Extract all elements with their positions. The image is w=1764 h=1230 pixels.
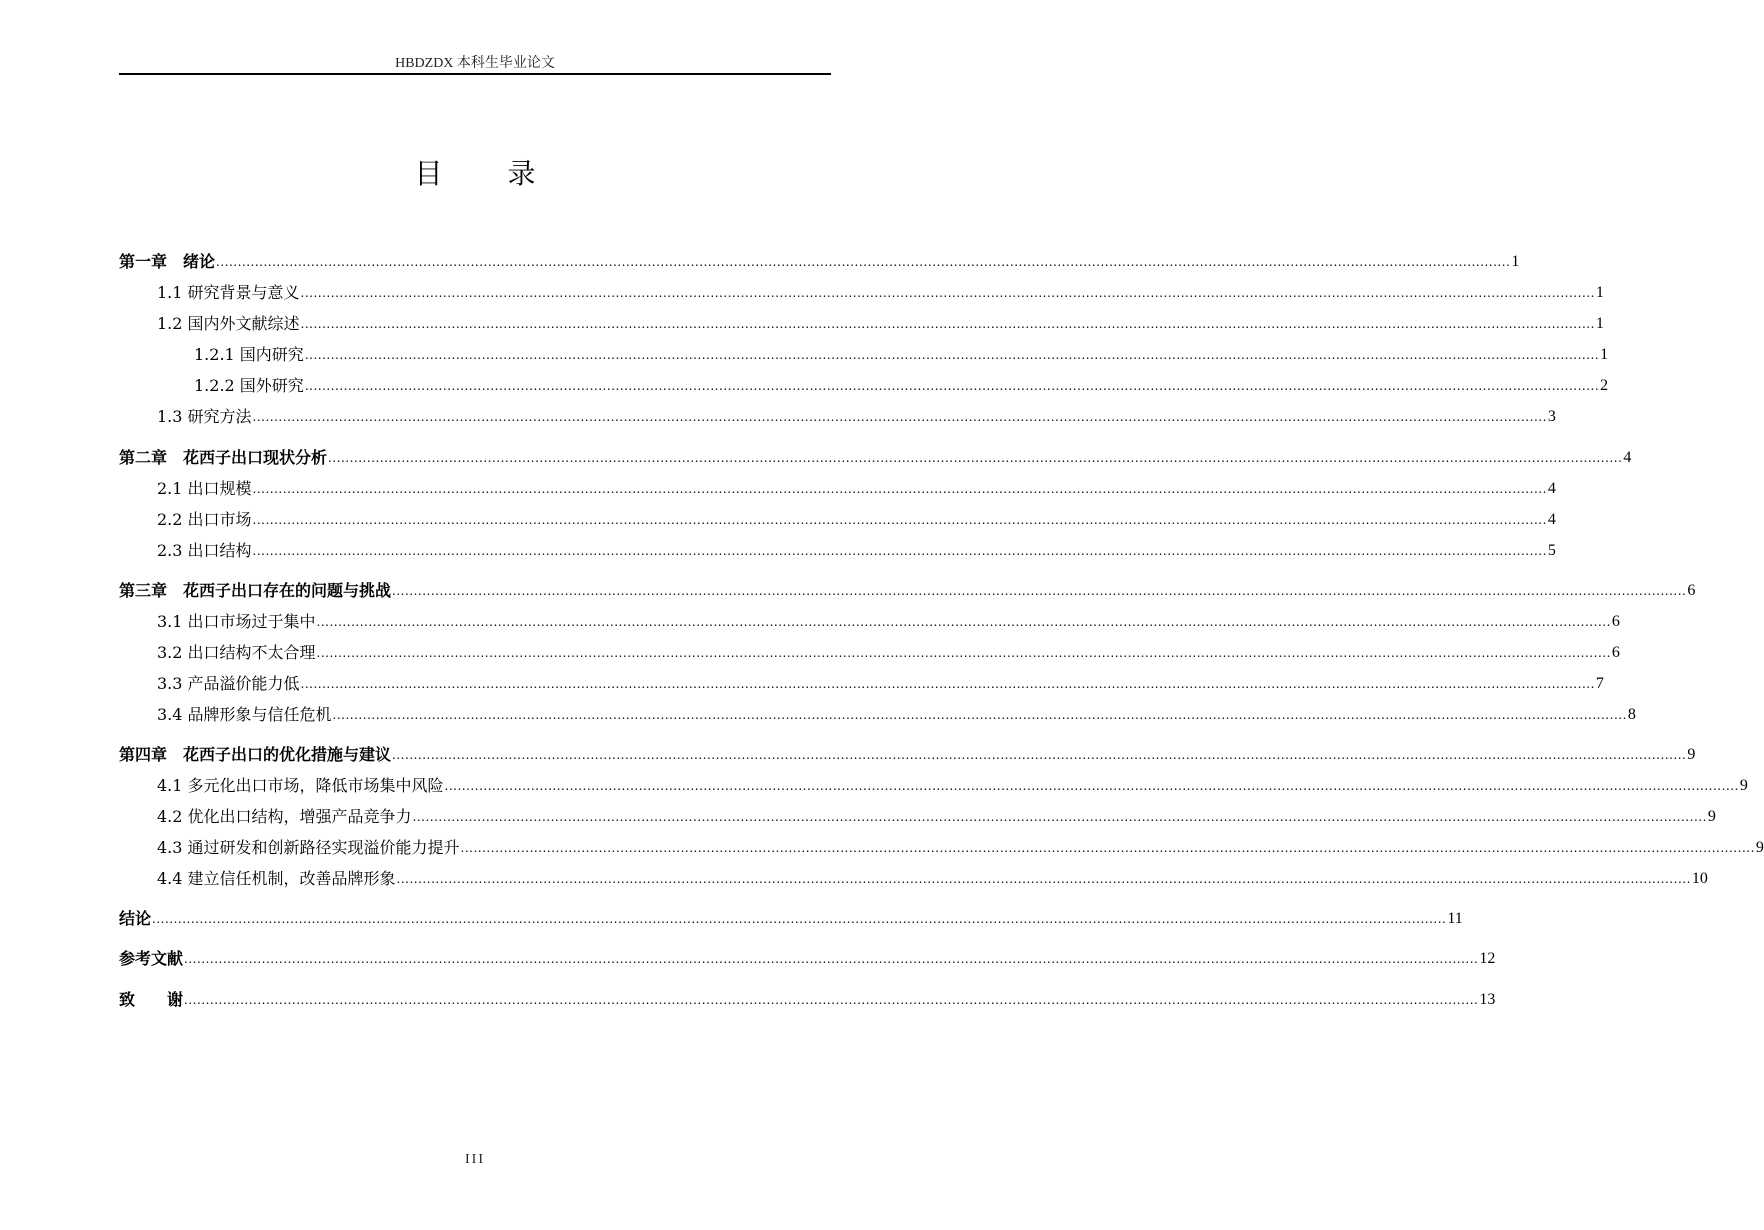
toc-leader: ............................................................................................................................................................................................................................................................................................................	[304, 348, 1600, 362]
toc-entry[interactable]	[119, 836, 1764, 860]
toc-entry[interactable]	[119, 281, 1604, 305]
toc-entry-label: 4.2 优化出口结构，增强产品竞争力	[157, 807, 412, 826]
toc-entry-label: 2.3 出口结构	[157, 541, 252, 560]
toc-leader: ............................................................................................................................................................................................................................................................................................................	[152, 912, 1447, 926]
toc-leader: ............................................................................................................................................................................................................................................................................................................	[252, 410, 1547, 424]
toc-leader: ............................................................................................................................................................................................................................................................................................................	[392, 584, 1687, 598]
toc-entry-label: 1.2.2 国外研究	[194, 376, 304, 395]
toc-entry[interactable]	[119, 508, 1556, 532]
toc-entry-page: 5	[1547, 542, 1556, 559]
toc-entry-page: 2	[1600, 377, 1609, 394]
toc-entry-page: 6	[1687, 582, 1696, 599]
toc-leader: ............................................................................................................................................................................................................................................................................................................	[316, 646, 1611, 660]
toc-leader: ............................................................................................................................................................................................................................................................................................................	[396, 872, 1691, 886]
toc-entry-label: 2.1 出口规模	[157, 479, 252, 498]
header-rule	[119, 73, 831, 75]
toc-entry-page: 9	[1687, 746, 1696, 763]
page-number: III	[465, 1152, 485, 1167]
toc-entry[interactable]	[119, 743, 1696, 767]
toc-leader: ............................................................................................................................................................................................................................................................................................................	[184, 993, 1479, 1007]
toc-entry[interactable]	[119, 405, 1556, 429]
toc-entry[interactable]	[119, 343, 1609, 367]
toc-entry-page: 4	[1623, 449, 1632, 466]
toc-entry-label: 3.4 品牌形象与信任危机	[157, 705, 332, 724]
toc-entry-page: 3	[1547, 408, 1556, 425]
toc-leader: ............................................................................................................................................................................................................................................................................................................	[300, 317, 1595, 331]
toc-leader: ............................................................................................................................................................................................................................................................................................................	[392, 748, 1687, 762]
toc-entry-label: 1.3 研究方法	[157, 407, 252, 426]
toc-entry[interactable]	[119, 703, 1636, 727]
toc-leader: ............................................................................................................................................................................................................................................................................................................	[316, 615, 1611, 629]
toc-entry[interactable]	[119, 641, 1620, 665]
toc-entry[interactable]	[119, 867, 1708, 891]
toc-entry-page: 9	[1739, 777, 1748, 794]
toc-entry[interactable]	[119, 579, 1696, 603]
toc-entry-label: 第四章 花西子出口的优化措施与建议	[119, 745, 392, 764]
toc-entry[interactable]	[119, 610, 1620, 634]
toc-entry-page: 8	[1627, 706, 1636, 723]
toc-entry[interactable]	[119, 312, 1604, 336]
toc-leader: ............................................................................................................................................................................................................................................................................................................	[300, 677, 1595, 691]
toc-entry-label: 致 谢	[119, 990, 184, 1009]
toc-entry[interactable]	[119, 477, 1556, 501]
toc-entry-page: 13	[1479, 991, 1496, 1008]
toc-entry-label: 4.1 多元化出口市场，降低市场集中风险	[157, 776, 444, 795]
toc-entry-page: 11	[1447, 910, 1463, 927]
toc-entry-label: 4.4 建立信任机制，改善品牌形象	[157, 869, 396, 888]
toc-entry-label: 第三章 花西子出口存在的问题与挑战	[119, 581, 392, 600]
toc-entry-page: 1	[1600, 346, 1609, 363]
toc-entry-label: 参考文献	[119, 949, 184, 968]
toc-entry-label: 4.3 通过研发和创新路径实现溢价能力提升	[157, 838, 460, 857]
toc-entry-page: 6	[1611, 613, 1620, 630]
toc-entry[interactable]	[119, 250, 1520, 274]
toc-entry[interactable]	[119, 907, 1463, 931]
page-header: HBDZDX 本科生毕业论文	[395, 56, 555, 71]
toc-entry[interactable]	[119, 446, 1632, 470]
toc-entry-page: 1	[1511, 253, 1520, 270]
toc-entry-label: 3.2 出口结构不太合理	[157, 643, 316, 662]
toc-entry-label: 3.3 产品溢价能力低	[157, 674, 300, 693]
toc-leader: ............................................................................................................................................................................................................................................................................................................	[252, 482, 1547, 496]
toc-entry-label: 第一章 绪论	[119, 252, 216, 271]
toc-leader: ............................................................................................................................................................................................................................................................................................................	[304, 379, 1600, 393]
toc-entry-label: 1.2.1 国内研究	[194, 345, 304, 364]
toc-entry-page: 9	[1755, 839, 1764, 856]
toc-leader: ............................................................................................................................................................................................................................................................................................................	[216, 255, 1511, 269]
toc-entry-label: 2.2 出口市场	[157, 510, 252, 529]
toc-leader: ............................................................................................................................................................................................................................................................................................................	[460, 841, 1755, 855]
toc-entry-page: 12	[1479, 950, 1496, 967]
toc-entry[interactable]	[119, 672, 1604, 696]
toc-entry-label: 第二章 花西子出口现状分析	[119, 448, 328, 467]
toc-leader: ............................................................................................................................................................................................................................................................................................................	[412, 810, 1707, 824]
toc-entry[interactable]	[119, 947, 1496, 971]
toc-entry-label: 结论	[119, 909, 152, 928]
toc-leader: ............................................................................................................................................................................................................................................................................................................	[300, 286, 1595, 300]
toc-entry[interactable]	[119, 539, 1556, 563]
toc-leader: ............................................................................................................................................................................................................................................................................................................	[252, 544, 1547, 558]
toc-entry-page: 4	[1547, 480, 1556, 497]
toc-entry[interactable]	[119, 374, 1609, 398]
toc-title: 目 录	[414, 157, 564, 190]
toc-leader: ............................................................................................................................................................................................................................................................................................................	[332, 708, 1627, 722]
toc-entry-page: 1	[1595, 315, 1604, 332]
toc-leader: ............................................................................................................................................................................................................................................................................................................	[252, 513, 1547, 527]
toc-entry[interactable]	[119, 774, 1748, 798]
toc-entry-page: 4	[1547, 511, 1556, 528]
toc-entry-label: 1.1 研究背景与意义	[157, 283, 300, 302]
toc-entry-label: 1.2 国内外文献综述	[157, 314, 300, 333]
toc-leader: ............................................................................................................................................................................................................................................................................................................	[328, 451, 1623, 465]
toc-entry[interactable]	[119, 805, 1716, 829]
toc-entry-label: 3.1 出口市场过于集中	[157, 612, 316, 631]
toc-entry[interactable]	[119, 988, 1496, 1012]
toc-entry-page: 10	[1691, 870, 1708, 887]
toc-leader: ............................................................................................................................................................................................................................................................................................................	[444, 779, 1739, 793]
toc-entry-page: 9	[1707, 808, 1716, 825]
toc-leader: ............................................................................................................................................................................................................................................................................................................	[184, 952, 1479, 966]
toc-entry-page: 1	[1595, 284, 1604, 301]
toc-entry-page: 7	[1595, 675, 1604, 692]
toc-entry-page: 6	[1611, 644, 1620, 661]
